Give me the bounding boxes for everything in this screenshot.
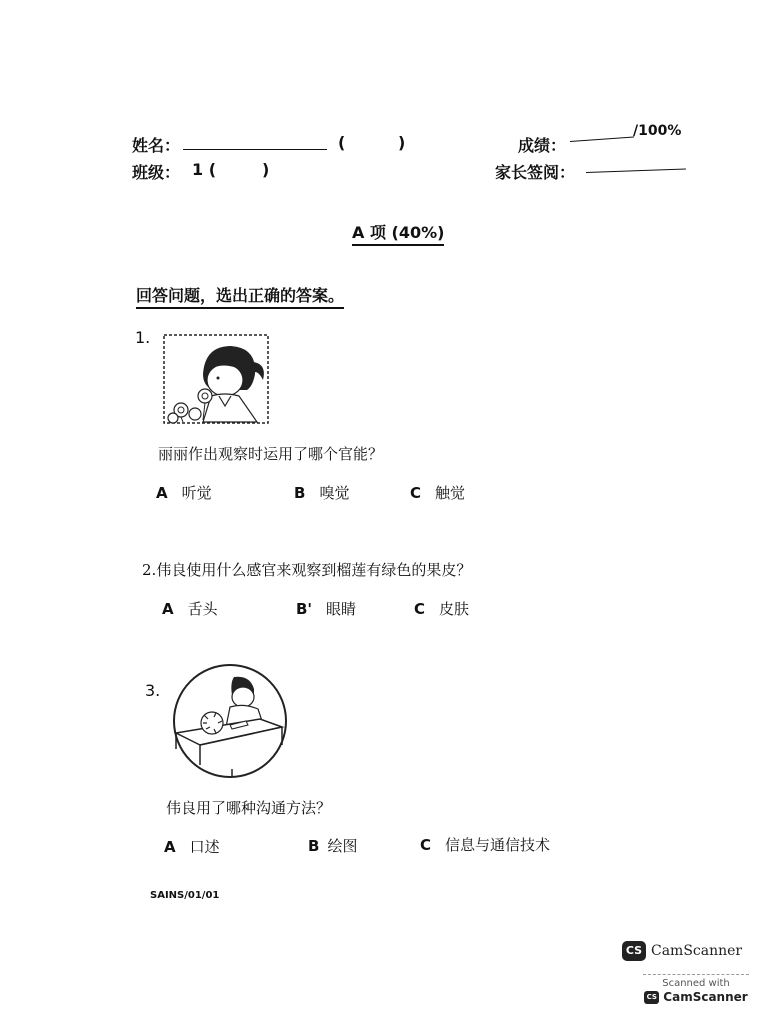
class-value: 1 ( <box>192 160 217 179</box>
question-1-text: 丽丽作出观察时运用了哪个官能？ <box>158 445 384 463</box>
section-title: A 项 (40%) <box>352 220 444 246</box>
question-3-option-a[interactable] <box>164 836 220 857</box>
option-letter: B' <box>296 600 313 618</box>
question-1-option-a[interactable] <box>156 482 212 503</box>
question-3-text: 伟良用了哪种沟通方法？ <box>166 799 332 817</box>
name-paren-open: ( <box>338 133 346 152</box>
score-total: /100% <box>633 123 682 139</box>
question-2-number: 2. <box>142 561 157 579</box>
option-letter: C <box>420 836 432 854</box>
scanned-with-brand <box>643 990 749 1004</box>
parent-sign-line <box>586 169 686 173</box>
option-text: 绘图 <box>327 837 358 855</box>
option-text: 舌头 <box>187 600 218 618</box>
class-paren-close: ) <box>262 160 270 179</box>
question-3-option-b[interactable] <box>308 835 357 856</box>
option-text: 口述 <box>189 838 220 856</box>
name-blank-line <box>183 149 327 150</box>
boy-drawing-durian-illustration <box>170 663 290 781</box>
option-text: 嗅觉 <box>319 484 350 502</box>
question-3-option-c[interactable] <box>420 834 550 855</box>
scanned-with-badge <box>643 974 749 1004</box>
option-text: 听觉 <box>181 484 212 502</box>
score-label: 成绩： <box>518 136 567 155</box>
question-2-option-b[interactable] <box>296 598 356 619</box>
question-2 <box>142 559 471 580</box>
option-letter: C <box>414 600 426 618</box>
option-letter: A <box>164 838 176 856</box>
question-1-number: 1. <box>135 328 151 347</box>
option-text: 眼睛 <box>326 600 357 618</box>
option-letter: C <box>410 484 422 502</box>
name-paren-close: ) <box>398 133 406 152</box>
option-text: 信息与通信技术 <box>445 836 551 854</box>
option-letter: B <box>308 837 320 855</box>
question-2-option-a[interactable] <box>162 598 218 619</box>
option-letter: A <box>162 600 174 618</box>
option-text: 皮肤 <box>439 600 470 618</box>
parent-sign-label: 家长签阅： <box>495 163 576 182</box>
camscanner-watermark <box>622 941 742 961</box>
score-blank-line <box>570 137 634 142</box>
question-2-text: 伟良使用什么感官来观察到榴莲有绿色的果皮？ <box>156 561 472 579</box>
question-2-option-c[interactable] <box>414 598 469 619</box>
question-1-option-c[interactable] <box>410 482 465 503</box>
question-3-number: 3. <box>145 681 161 700</box>
girl-smelling-flower-illustration <box>163 334 269 424</box>
class-label: 班级： <box>132 163 181 182</box>
page-code: SAINS/01/01 <box>150 890 220 901</box>
scanned-with-label: Scanned with <box>662 978 730 989</box>
option-letter: A <box>156 484 168 502</box>
scanned-with-brand-text: CamScanner <box>663 990 748 1004</box>
camscanner-logo-icon: CS <box>622 941 646 961</box>
question-1-option-b[interactable] <box>294 482 349 503</box>
camscanner-brand: CamScanner <box>651 943 743 959</box>
option-letter: B <box>294 484 306 502</box>
camscanner-small-logo-icon: CS <box>644 991 659 1004</box>
name-label: 姓名： <box>132 136 181 155</box>
option-text: 触觉 <box>435 484 466 502</box>
section-instruction: 回答问题，选出正确的答案。 <box>136 283 344 309</box>
